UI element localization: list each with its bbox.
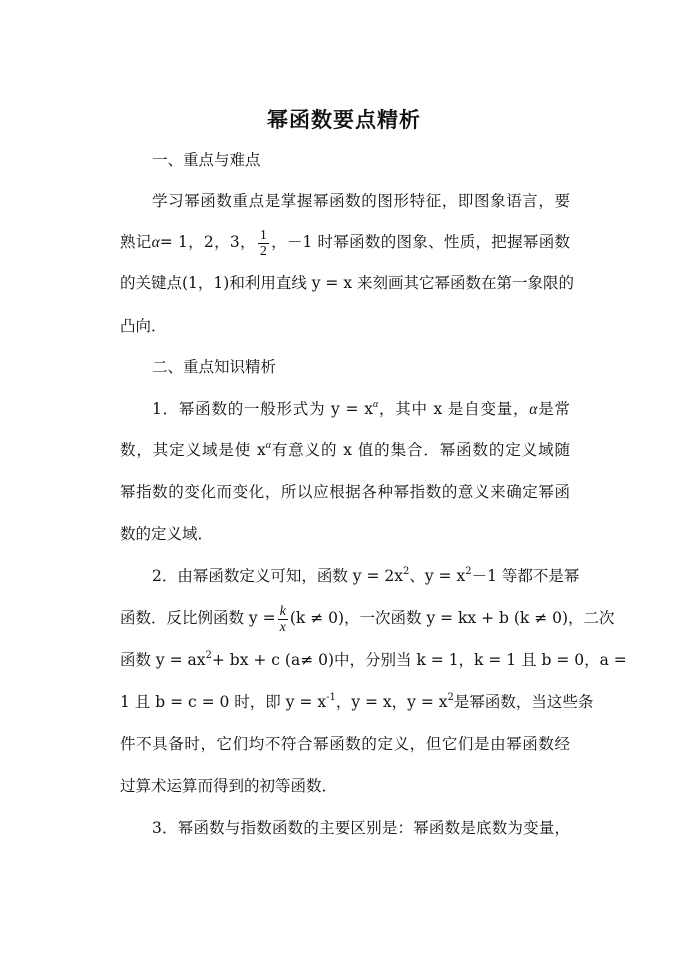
paragraph-line [120, 598, 615, 638]
text-run: 熟记 [120, 233, 152, 251]
paragraph-line: 学习幂函数重点是掌握幂函数的图形特征，即图象语言，要 [152, 192, 570, 210]
superscript: α [265, 440, 271, 451]
text-run: ，y = x，y = x [335, 693, 448, 711]
fraction-k-over-x [278, 604, 288, 635]
text-run: + bx + c (a≠ 0)中，分别当 k = 1，k = 1 且 b = 0，a = [211, 651, 627, 669]
text-run: 函数．反比例函数 y = [120, 609, 276, 627]
superscript: 2 [447, 692, 454, 703]
fraction-numerator: k [279, 603, 286, 619]
paragraph-line: 幂指数的变化而变化，所以应根据各种幂指数的意义来确定幂函 [120, 483, 570, 501]
text-run: 2．由幂函数定义可知，函数 y = 2x [152, 567, 403, 585]
page-title: 幂函数要点精析 [267, 107, 421, 132]
paragraph-line: 过算术运算而得到的初等函数． [120, 777, 338, 795]
text-run: ，－1 时幂函数的图象、性质，把握幂函数 [270, 233, 570, 251]
paragraph-line: 3．幂函数与指数函数的主要区别是：幂函数是底数为变量， [152, 819, 570, 837]
section-heading-2: 二、重点知识精析 [152, 358, 277, 376]
text-run: 数，其定义域是使 x [120, 441, 266, 459]
section-heading-1: 一、重点与难点 [152, 151, 261, 169]
text-run: 函数 y = ax [120, 651, 206, 669]
alpha-symbol: α [529, 401, 538, 418]
text-run: ，其中 x 是自变量， [378, 400, 530, 418]
text-run: 是幂函数，当这些条 [453, 693, 594, 711]
text-run: 有意义的 x 值的集合．幂函数的定义域随 [270, 441, 570, 459]
paragraph-line [120, 222, 570, 262]
paragraph-line: 的关键点(1，1)和利用直线 y = x 来刻画其它幂函数在第一象限的 [120, 274, 575, 292]
superscript: 2 [205, 650, 212, 661]
text-run: 1．幂函数的一般形式为 y = x [152, 400, 373, 418]
fraction-numerator: 1 [259, 227, 267, 243]
text-run: 、y = x [409, 567, 466, 585]
superscript: 2 [465, 566, 472, 577]
superscript: 2 [403, 566, 410, 577]
paragraph-line [152, 389, 570, 429]
text-run: 1 且 b = c = 0 时，即 y = x [120, 693, 327, 711]
fraction-one-half [258, 228, 269, 259]
alpha-symbol: α [151, 234, 160, 251]
text-run: = 1，2，3， [159, 233, 256, 251]
paragraph-line: 数的定义域． [120, 525, 214, 543]
paragraph-line [120, 640, 627, 680]
text-run: (k ≠ 0)，一次函数 y = kx + b (k ≠ 0)，二次 [289, 609, 615, 627]
paragraph-line [152, 556, 580, 596]
fraction-denominator: x [279, 619, 286, 635]
superscript: α [372, 399, 379, 410]
fraction-denominator: 2 [259, 243, 267, 259]
text-run: 是常 [537, 400, 570, 418]
paragraph-line: 凸向． [120, 317, 167, 335]
paragraph-line: 件不具备时，它们均不符合幂函数的定义，但它们是由幂函数经 [120, 735, 570, 753]
text-run: －1 等都不是幂 [471, 567, 580, 585]
paragraph-line [120, 682, 594, 722]
paragraph-line [120, 430, 570, 470]
superscript: -1 [326, 692, 336, 703]
